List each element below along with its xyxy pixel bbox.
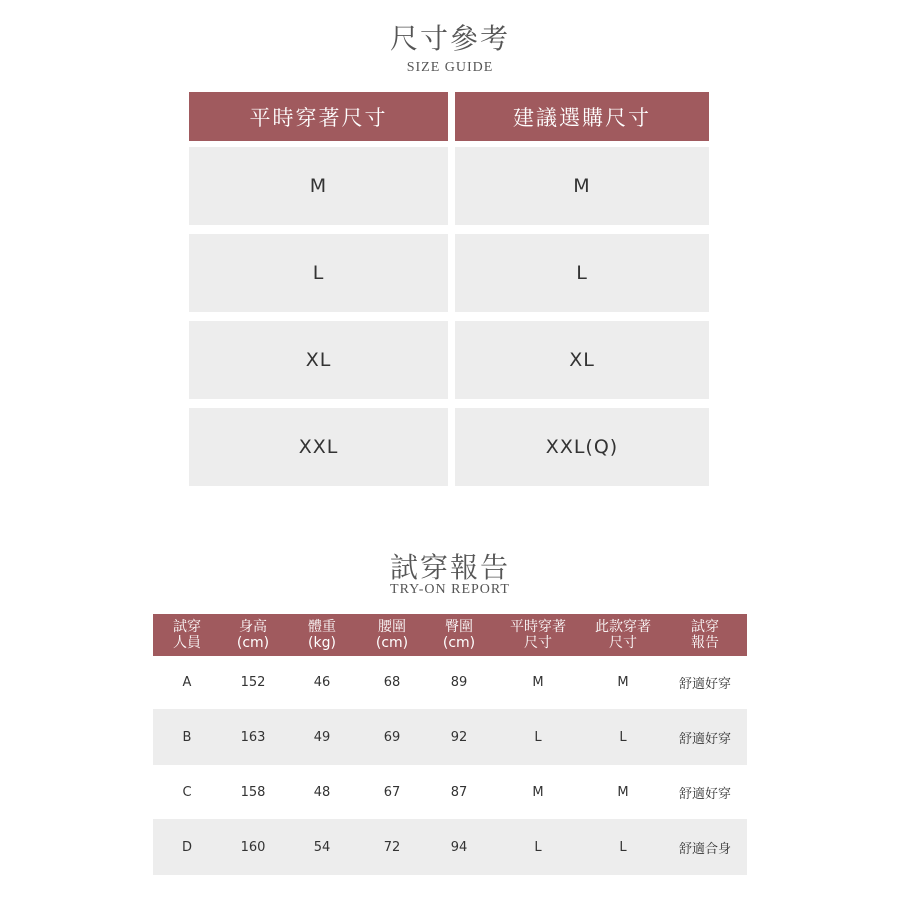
header-report: 試穿 報告 xyxy=(691,619,719,651)
header-height: 身高 (cm) xyxy=(236,619,270,651)
cell-usual-size: L xyxy=(534,839,542,855)
cell-usual-size: M xyxy=(532,784,544,800)
size-cell-usual: M xyxy=(189,147,448,225)
table-row xyxy=(153,819,747,875)
cell-weight: 46 xyxy=(313,675,331,690)
size-cell-usual: L xyxy=(189,234,448,312)
cell-waist: 69 xyxy=(383,729,401,745)
header-hip: 臀圍 (cm) xyxy=(442,619,476,651)
header-waist: 腰圍 (cm) xyxy=(375,619,409,651)
cell-this-size: M xyxy=(617,675,629,690)
cell-report: 舒適好穿 xyxy=(678,677,731,692)
cell-hip: 89 xyxy=(450,675,468,690)
try-on-subtitle: TRY-ON REPORT xyxy=(390,582,510,597)
cell-weight: 49 xyxy=(313,729,331,745)
cell-height: 163 xyxy=(240,729,266,745)
header-this-size: 此款穿著 尺寸 xyxy=(595,619,651,651)
cell-person: D xyxy=(181,839,192,855)
cell-this-size: L xyxy=(619,729,627,745)
size-cell-recommended: XL xyxy=(455,321,709,399)
cell-this-size: M xyxy=(617,784,629,800)
cell-report: 舒適好穿 xyxy=(678,786,731,802)
try-on-table xyxy=(153,614,747,875)
size-cell-recommended: L xyxy=(455,234,709,312)
cell-report: 舒適合身 xyxy=(678,841,731,857)
cell-height: 160 xyxy=(240,839,266,855)
cell-hip: 94 xyxy=(450,839,468,855)
table-row xyxy=(153,709,747,765)
cell-height: 158 xyxy=(240,784,266,800)
cell-usual-size: L xyxy=(534,729,542,745)
cell-hip: 92 xyxy=(450,729,468,745)
cell-hip: 87 xyxy=(450,784,468,800)
size-cell-recommended: M xyxy=(455,147,709,225)
size-header-recommended: 建議選購尺寸 xyxy=(455,92,709,141)
size-header-usual: 平時穿著尺寸 xyxy=(189,92,448,141)
cell-person: C xyxy=(182,784,192,800)
cell-waist: 72 xyxy=(383,839,401,855)
cell-this-size: L xyxy=(619,839,627,855)
cell-person: A xyxy=(182,675,192,690)
cell-person: B xyxy=(182,729,192,745)
size-cell-usual: XL xyxy=(189,321,448,399)
size-cell-usual: XXL xyxy=(189,408,448,486)
cell-waist: 67 xyxy=(383,784,401,800)
cell-usual-size: M xyxy=(532,675,544,690)
cell-weight: 48 xyxy=(313,784,331,800)
header-person: 試穿 人員 xyxy=(173,619,201,651)
try-on-title: 試穿報告 xyxy=(389,551,510,584)
size-guide-subtitle: SIZE GUIDE xyxy=(406,60,494,75)
header-usual-size: 平時穿著 尺寸 xyxy=(510,619,566,651)
cell-waist: 68 xyxy=(383,675,401,690)
cell-height: 152 xyxy=(240,675,266,690)
table-row xyxy=(153,656,747,709)
header-weight: 體重 (kg) xyxy=(308,619,336,651)
try-on-header-row xyxy=(153,614,747,656)
table-row xyxy=(153,765,747,819)
size-cell-recommended: XXL(Q) xyxy=(455,408,709,486)
cell-report: 舒適好穿 xyxy=(678,731,731,747)
cell-weight: 54 xyxy=(313,839,331,855)
size-guide-title: 尺寸參考 xyxy=(389,22,510,55)
